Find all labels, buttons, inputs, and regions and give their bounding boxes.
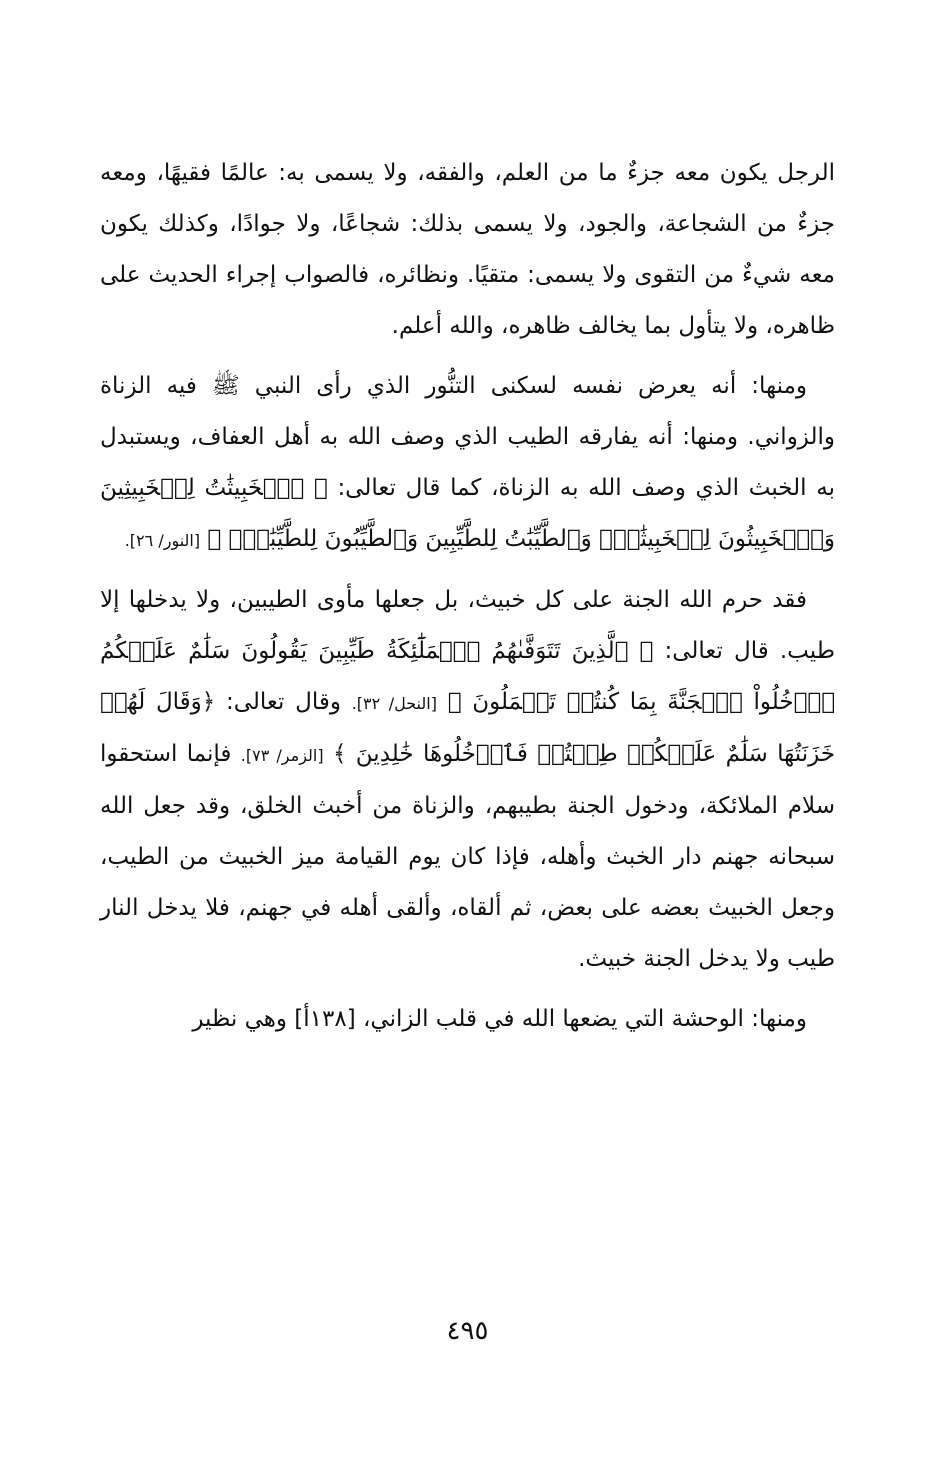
- paragraph-3-text-end: فإنما استحقوا سلام الملائكة، ودخول الجنة بطيبهم، والزناة من أخبث الخلق، وقد جعل الله سبحانه جهنم دار الخبث وأهله، فإذا كان يوم القيامة ميز الخبيث من الطيب، وجعل الخبيث بعضه على بعض، ثم ألقاه، وألقى أهله في جهنم، فلا يدخل النار طيب ولا يدخل الجنة خبيث.: [100, 741, 835, 972]
- paragraph-2: [100, 361, 835, 566]
- quran-verse-an-nur: ﴿ ٱلۡخَبِيثَٰتُ لِلۡخَبِيثِينَ وَٱلۡخَبِيثُونَ لِلۡخَبِيثَٰتِۖ وَٱلطَّيِّبَٰتُ لِلطَّيِّبِينَ وَٱلطَّيِّبُونَ لِلطَّيِّبَٰتِۚ ﴾: [100, 475, 835, 552]
- page-number: ٤٩٥: [446, 1316, 489, 1346]
- page-body: [100, 148, 835, 1054]
- paragraph-1: [100, 148, 835, 352]
- paragraph-3-text-middle: وقال تعالى:: [225, 689, 341, 715]
- paragraph-4: [100, 994, 835, 1045]
- verse-reference-an-nur: [النور/ ٢٦].: [124, 531, 201, 550]
- verse-reference-az-zumar: [الزمر/ ٧٣].: [240, 746, 324, 765]
- paragraph-3-text-start: فقد حرم الله الجنة على كل خبيث، بل جعلها مأوى الطيبين، ولا يدخلها إلا طيب. قال تعالى:: [100, 587, 836, 664]
- verse-reference-an-nahl: [النحل/ ٣٢].: [351, 694, 437, 713]
- paragraph-4-text: ومنها: الوحشة التي يضعها الله في قلب الزاني، [١٣٨أ] وهي نظير: [192, 1006, 807, 1032]
- quran-verse-az-zumar: ﴿وَقَالَ لَهُمۡ خَزَنَتُهَا سَلَٰمٌ عَلَيۡكُمۡ طِبۡتُمۡ فَٱدۡخُلُوهَا خَٰلِدِينَ ﴾: [100, 689, 836, 767]
- paragraph-1-text: الرجل يكون معه جزءٌ ما من العلم، والفقه، ولا يسمى به: عالمًا فقيهًا، ومعه جزءٌ من الشجاعة، والجود، ولا يسمى بذلك: شجاعًا، ولا جوادًا، وكذلك يكون معه شيءٌ من التقوى ولا يسمى: متقيًا. ونظائره، فالصواب إجراء الحديث على ظاهره، ولا يتأول بما يخالف ظاهره، والله أعلم.: [100, 160, 835, 339]
- quran-verse-an-nahl: ﴿ ٱلَّذِينَ تَتَوَفَّىٰهُمُ ٱلۡمَلَٰٓئِكَةُ طَيِّبِينَ يَقُولُونَ سَلَٰمٌ عَلَيۡكُمُ ٱدۡخُلُواْ ٱلۡجَنَّةَ بِمَا كُنتُمۡ تَعۡمَلُونَ ﴾: [100, 638, 835, 715]
- paragraph-2-text: ومنها: أنه يعرض نفسه لسكنى التنُّور الذي رأى النبي ﷺ فيه الزناة والزواني. ومنها: أنه يفارقه الطيب الذي وصف الله به أهل العفاف، ويستبدل به الخبث الذي وصف الله به الزناة، كما قال تعالى:: [100, 373, 836, 501]
- paragraph-3: [100, 575, 835, 985]
